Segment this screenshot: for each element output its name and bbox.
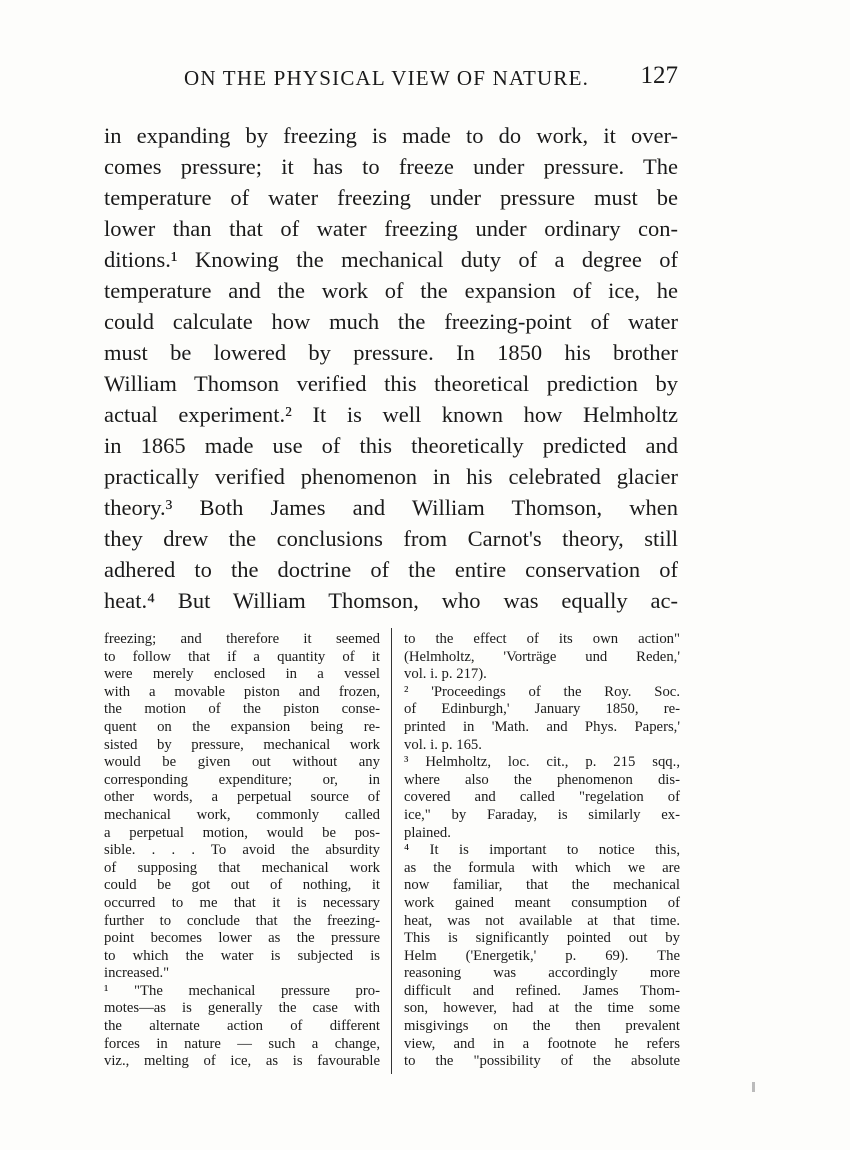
footnotes-left-line: the alternate action of different [104, 1018, 380, 1035]
footnotes-right-line: covered and called "regelation of [404, 789, 680, 806]
body-lines-line: in 1865 made use of this theoretically predicted and [104, 433, 678, 458]
footnotes-right-line: now familiar, that the mechanical [404, 877, 680, 894]
body-lines-line: practically verified phenomenon in his celebrated glacier [104, 464, 678, 489]
footnotes-right-line: heat, was not available at that time. [404, 912, 680, 929]
body-lines-line: comes pressure; it has to freeze under pressure. The [104, 154, 678, 179]
footnotes-right-line: work gained meant consumption of [404, 894, 680, 911]
footnotes-left-line: forces in nature — such a change, [104, 1035, 380, 1052]
footnotes-left-line: further to conclude that the freezing- [104, 912, 380, 929]
running-title: ON THE PHYSICAL VIEW OF NATURE. [184, 66, 590, 90]
footnotes-left-line: ¹ "The mechanical pressure pro- [104, 982, 380, 999]
body-lines-line: must be lowered by pressure. In 1850 his brother [104, 340, 678, 365]
footnotes-left-line: sisted by pressure, mechanical work [104, 736, 380, 753]
footnotes-right-line: son, however, had at the time some [404, 1000, 680, 1017]
scan-margin-mark [752, 1082, 755, 1092]
footnotes-left-line: increased." [104, 965, 170, 982]
footnotes-left-line: a perpetual motion, would be pos- [104, 824, 380, 841]
body-lines-line: William Thomson verified this theoretical prediction by [104, 371, 678, 396]
footnotes-left-line: were merely enclosed in a vessel [104, 666, 380, 683]
footnotes-right-line: ² 'Proceedings of the Roy. Soc. [404, 683, 680, 700]
footnotes-left-line: freezing; and therefore it seemed [104, 631, 380, 647]
footnotes-right-line: as the formula with which we are [404, 859, 680, 876]
footnotes-right-line: plained. [404, 824, 451, 841]
footnotes-left-line: occurred to me that it is necessary [104, 894, 380, 911]
footnotes-right-line: This is significantly pointed out by [404, 930, 680, 947]
footnotes-left-line: to follow that if a quantity of it [104, 648, 380, 665]
footnotes-right-line: misgivings on the then prevalent [404, 1018, 680, 1035]
footnotes-right-line: to the "possibility of the absolute [404, 1053, 680, 1070]
footnotes-left-line: the motion of the piston conse- [104, 701, 380, 718]
footnotes-left-column [104, 631, 380, 1071]
footnotes-right-line: difficult and refined. James Thom- [404, 982, 680, 999]
body-lines-line: ditions.¹ Knowing the mechanical duty of a degree of [104, 247, 678, 272]
body-lines-line: in expanding by freezing is made to do work, it over- [104, 123, 678, 148]
footnotes-left-line: motes—as is generally the case with [104, 1000, 380, 1017]
footnotes-left-line: to which the water is subjected is [104, 947, 380, 964]
body-lines-line: they drew the conclusions from Carnot's theory, still [104, 526, 678, 551]
footnotes-right-line: where also the phenomenon dis- [404, 771, 680, 788]
page-number: 127 [640, 62, 678, 89]
footnotes-right-line: Helm ('Energetik,' p. 69). The [404, 947, 680, 964]
footnotes-left-line: viz., melting of ice, as is favourable [104, 1053, 380, 1070]
body-lines-line: could calculate how much the freezing-point of water [104, 309, 678, 334]
body-lines-line: temperature of water freezing under pressure must be [104, 185, 678, 210]
footnotes-right-line: to the effect of its own action" [404, 631, 680, 647]
footnotes-right-line: of Edinburgh,' January 1850, re- [404, 701, 680, 718]
footnotes-right-line: ³ Helmholtz, loc. cit., p. 215 sqq., [404, 754, 680, 771]
footnotes-left-line: could be got out of nothing, it [104, 877, 380, 894]
body-lines-line: heat.⁴ But William Thomson, who was equally ac- [104, 588, 678, 613]
footnotes-left-line: would be given out without any [104, 754, 380, 771]
body-lines-line: actual experiment.² It is well known how Helmholtz [104, 402, 678, 427]
footnotes-left-line: point becomes lower as the pressure [104, 930, 380, 947]
footnotes-right-line: ⁴ It is important to notice this, [404, 842, 680, 859]
footnotes-right-line: (Helmholtz, 'Vorträge und Reden,' [404, 648, 680, 665]
body-lines-line: theory.³ Both James and William Thomson, when [104, 495, 678, 520]
footnotes-left-line: mechanical work, commonly called [104, 806, 380, 823]
body-lines-line: temperature and the work of the expansion of ice, he [104, 278, 678, 303]
footnote-column-divider [391, 628, 392, 1074]
footnotes-left-line: quent on the expansion being re- [104, 718, 380, 735]
footnotes-right-line: vol. i. p. 217). [404, 666, 487, 683]
footnotes-left-line: with a movable piston and frozen, [104, 683, 380, 700]
footnotes-right-line: printed in 'Math. and Phys. Papers,' [404, 718, 680, 735]
footnotes-left-line: sible. . . . To avoid the absurdity [104, 842, 380, 859]
footnotes-right-line: vol. i. p. 165. [404, 736, 482, 753]
body-lines-line: lower than that of water freezing under ordinary con- [104, 216, 678, 241]
page-header [104, 62, 678, 100]
body-lines-line: adhered to the doctrine of the entire conservation of [104, 557, 678, 582]
footnotes-left-line: of supposing that mechanical work [104, 859, 380, 876]
main-body-text [104, 120, 678, 616]
footnotes-right-line: reasoning was accordingly more [404, 965, 680, 982]
footnotes-right-line: view, and in a footnote he refers [404, 1035, 680, 1052]
footnotes-left-line: other words, a perpetual source of [104, 789, 380, 806]
footnotes-right-line: ice," by Faraday, is similarly ex- [404, 806, 680, 823]
footnotes-left-line: corresponding expenditure; or, in [104, 771, 380, 788]
footnotes-right-column [404, 631, 680, 1071]
